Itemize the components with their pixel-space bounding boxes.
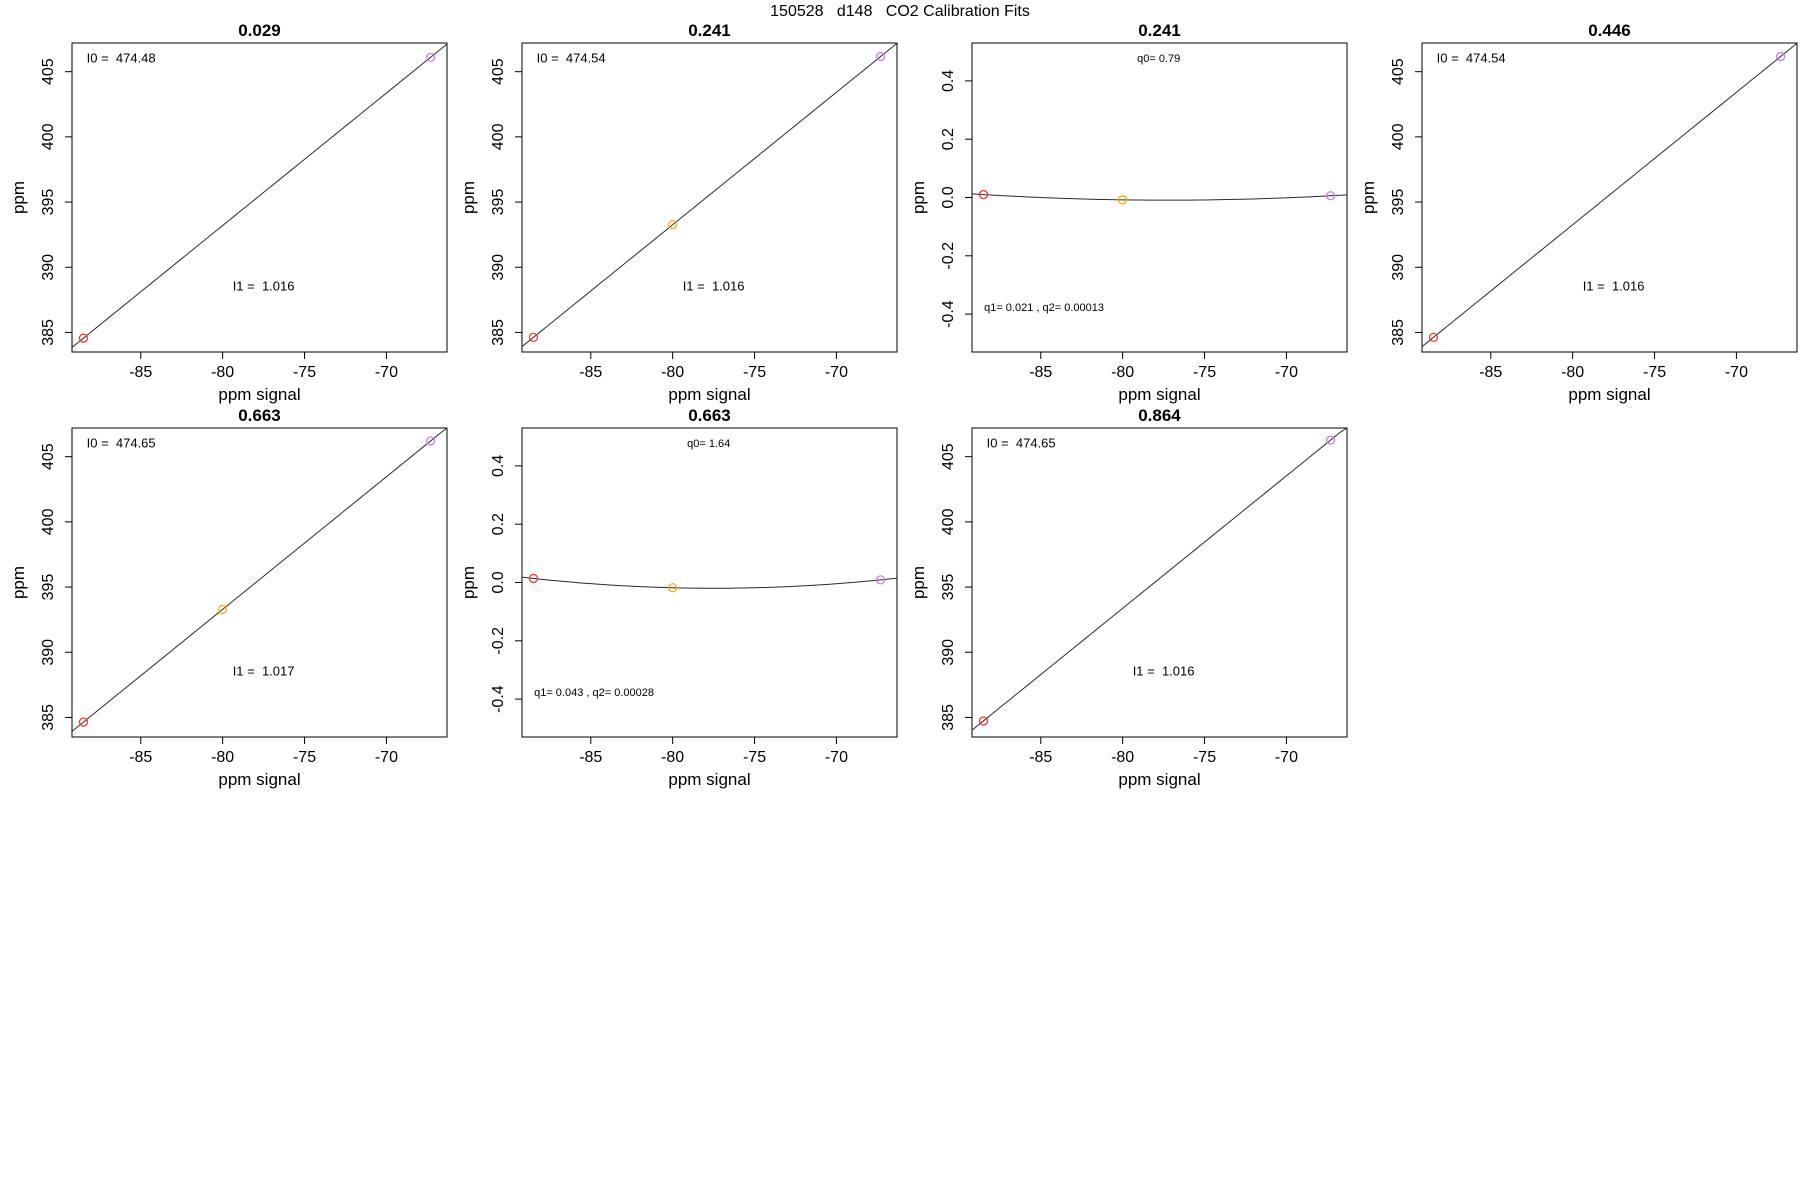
x-tick-label: -80	[1111, 364, 1135, 381]
x-tick-label: -85	[1479, 364, 1503, 381]
y-tick-label: 395	[940, 573, 957, 601]
y-axis-label: ppm	[9, 180, 28, 215]
subplot-plot-1	[0, 20, 450, 410]
y-tick-label: 395	[490, 188, 507, 216]
subplot-title: 0.663	[238, 406, 281, 425]
y-tick-label: 395	[1390, 188, 1407, 216]
subplot-plot-4	[1350, 20, 1800, 410]
y-tick-label: 405	[40, 443, 57, 471]
annotation-text: I0 = 474.65	[986, 435, 1056, 451]
y-tick-label: 390	[940, 638, 957, 666]
x-axis-label: ppm signal	[668, 385, 751, 404]
subplot-plot-7	[900, 405, 1350, 795]
subplot-title: 0.241	[1138, 21, 1181, 40]
y-tick-label: 400	[490, 123, 507, 151]
fit-line	[972, 194, 1347, 200]
x-tick-label: -80	[211, 749, 235, 766]
y-tick-label: 0.4	[940, 69, 957, 93]
y-tick-label: 385	[1390, 319, 1407, 346]
y-tick-label: 385	[40, 319, 57, 346]
y-tick-label: 0.2	[940, 128, 957, 151]
annotation-text: I0 = 474.54	[1436, 50, 1506, 66]
x-tick-label: -85	[129, 749, 153, 766]
x-tick-label: -70	[374, 749, 398, 766]
figure-title: 150528 d148 CO2 Calibration Fits	[770, 3, 1030, 20]
subplot-title: 0.446	[1588, 21, 1631, 40]
x-tick-label: -70	[1274, 749, 1298, 766]
subplot-plot-6	[450, 405, 900, 795]
y-axis-label: ppm	[909, 180, 928, 215]
annotation-text: q0= 1.64	[687, 437, 731, 450]
y-tick-label: 0.0	[490, 571, 507, 594]
y-axis-label: ppm	[9, 565, 28, 600]
x-tick-label: -70	[1274, 364, 1298, 381]
annotation-text: I0 = 474.65	[86, 435, 156, 451]
annotation-text: q1= 0.021 , q2= 0.00013	[984, 302, 1104, 315]
plot-box	[72, 428, 447, 737]
subplot-plot-2	[450, 20, 900, 410]
x-axis-label: ppm signal	[668, 770, 751, 789]
x-tick-label: -70	[1724, 364, 1748, 381]
x-tick-label: -70	[374, 364, 398, 381]
annotation-text: I1 = 1.016	[1132, 663, 1195, 679]
fit-line	[522, 577, 897, 588]
x-tick-label: -75	[742, 749, 767, 766]
y-tick-label: 385	[490, 319, 507, 346]
y-tick-label: 0.2	[490, 513, 507, 536]
y-axis-label: ppm	[459, 180, 478, 215]
annotation-text: q1= 0.043 , q2= 0.00028	[534, 687, 654, 700]
annotation-text: I1 = 1.016	[682, 278, 745, 294]
fit-line	[72, 428, 447, 731]
annotation-text: I1 = 1.016	[1582, 278, 1645, 294]
y-tick-label: 405	[40, 58, 57, 86]
x-tick-label: -70	[824, 749, 848, 766]
x-tick-label: -70	[824, 364, 848, 381]
fit-line	[72, 44, 447, 347]
annotation-text: I0 = 474.48	[86, 50, 156, 66]
y-tick-label: 385	[40, 704, 57, 731]
fit-line	[1422, 43, 1797, 346]
y-tick-label: 0.0	[940, 186, 957, 209]
x-tick-label: -75	[742, 364, 767, 381]
y-tick-label: -0.2	[940, 242, 957, 270]
x-axis-label: ppm signal	[218, 770, 301, 789]
y-axis-label: ppm	[459, 565, 478, 600]
subplot-plot-3	[900, 20, 1350, 410]
annotation-text: q0= 0.79	[1137, 52, 1181, 65]
y-tick-label: 390	[40, 638, 57, 666]
x-tick-label: -80	[661, 749, 685, 766]
subplot-title: 0.241	[688, 21, 731, 40]
x-tick-label: -80	[1561, 364, 1585, 381]
x-tick-label: -75	[292, 749, 317, 766]
annotation-text: I1 = 1.017	[232, 663, 295, 679]
y-tick-label: 395	[40, 573, 57, 601]
y-tick-label: 400	[940, 508, 957, 536]
y-axis-label: ppm	[909, 565, 928, 600]
x-tick-label: -85	[1029, 749, 1053, 766]
y-tick-label: 405	[940, 443, 957, 471]
annotation-text: I1 = 1.016	[232, 278, 295, 294]
x-axis-label: ppm signal	[1118, 385, 1201, 404]
y-tick-label: 0.4	[490, 454, 507, 478]
subplot-title: 0.864	[1138, 406, 1181, 425]
x-tick-label: -75	[292, 364, 317, 381]
x-tick-label: -75	[1642, 364, 1667, 381]
y-tick-label: 390	[1390, 253, 1407, 281]
subplot-plot-5	[0, 405, 450, 795]
y-tick-label: 400	[1390, 123, 1407, 151]
subplot-title: 0.029	[238, 21, 281, 40]
y-tick-label: -0.4	[490, 685, 507, 713]
x-axis-label: ppm signal	[218, 385, 301, 404]
x-tick-label: -75	[1192, 749, 1217, 766]
y-tick-label: -0.4	[940, 300, 957, 328]
x-tick-label: -85	[579, 749, 603, 766]
y-axis-label: ppm	[1359, 180, 1378, 215]
fit-line	[972, 428, 1347, 730]
y-tick-label: 400	[40, 508, 57, 536]
x-tick-label: -85	[1029, 364, 1053, 381]
y-tick-label: 385	[940, 704, 957, 731]
annotation-text: I0 = 474.54	[536, 50, 606, 66]
x-tick-label: -80	[211, 364, 235, 381]
plot-box	[972, 428, 1347, 737]
x-tick-label: -75	[1192, 364, 1217, 381]
subplot-title: 0.663	[688, 406, 731, 425]
y-tick-label: 400	[40, 123, 57, 151]
x-tick-label: -85	[579, 364, 603, 381]
y-tick-label: -0.2	[490, 627, 507, 655]
x-tick-label: -85	[129, 364, 153, 381]
y-tick-label: 405	[490, 58, 507, 86]
y-tick-label: 390	[490, 253, 507, 281]
y-tick-label: 390	[40, 253, 57, 281]
fit-line	[522, 43, 897, 346]
y-tick-label: 395	[40, 188, 57, 216]
x-tick-label: -80	[661, 364, 685, 381]
y-tick-label: 405	[1390, 58, 1407, 86]
x-axis-label: ppm signal	[1568, 385, 1651, 404]
x-tick-label: -80	[1111, 749, 1135, 766]
x-axis-label: ppm signal	[1118, 770, 1201, 789]
